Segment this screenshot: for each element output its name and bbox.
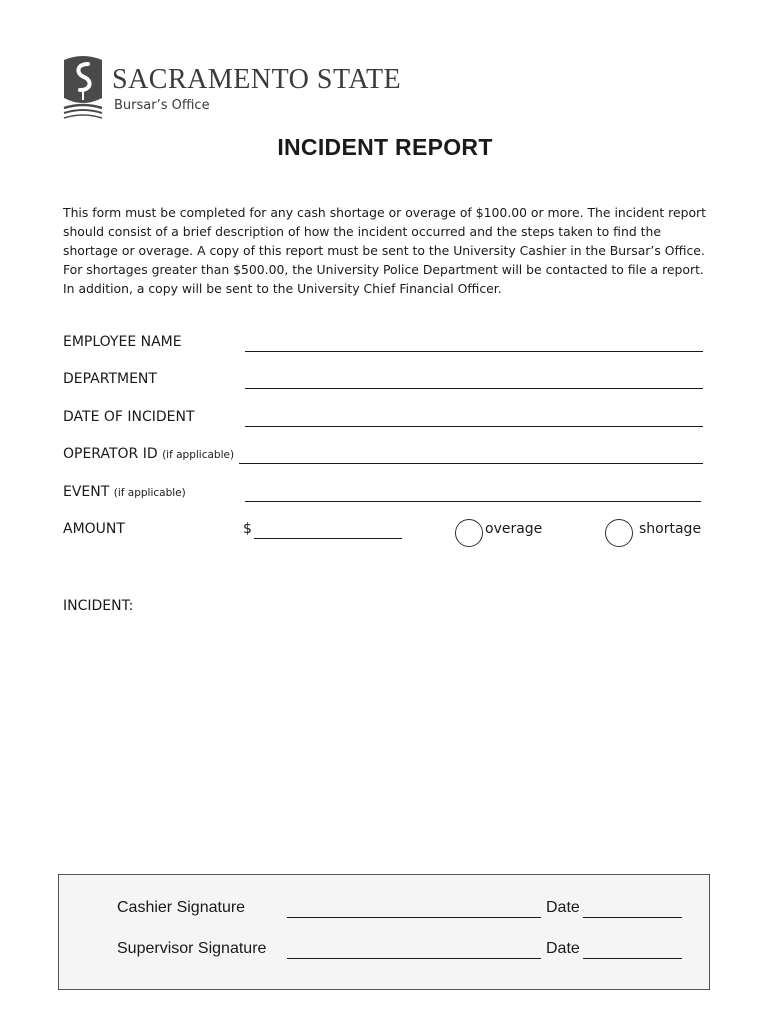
department-field[interactable]	[245, 388, 703, 389]
amount-dollar-sign: $	[243, 521, 252, 537]
incident-description-area[interactable]	[63, 622, 703, 862]
logo	[60, 52, 400, 122]
overage-label: overage	[485, 521, 543, 537]
logo-title: SACRAMENTO STATE	[112, 64, 402, 95]
logo-subtitle: Bursar’s Office	[114, 98, 210, 113]
supervisor-date-field[interactable]	[583, 958, 682, 959]
signature-box	[58, 874, 710, 990]
incident-label: INCIDENT:	[63, 598, 134, 614]
operator-id-label	[63, 446, 234, 462]
overage-radio[interactable]	[455, 519, 483, 547]
shortage-label: shortage	[639, 521, 702, 537]
event-note: (if applicable)	[113, 487, 186, 499]
cashier-date-label: Date	[546, 899, 580, 916]
amount-row	[63, 521, 703, 545]
supervisor-signature-label: Supervisor Signature	[117, 940, 267, 957]
sac-state-logo-icon	[60, 52, 106, 122]
event-label	[63, 484, 186, 500]
amount-field[interactable]	[254, 538, 402, 539]
operator-id-row	[63, 446, 703, 470]
cashier-signature-field[interactable]	[287, 917, 541, 918]
employee-name-row	[63, 334, 703, 358]
intro-line: should consist of a brief description of how the incident occurred and the steps taken to find the	[63, 224, 661, 239]
intro-line: In addition, a copy will be sent to the University Chief Financial Officer.	[63, 281, 502, 296]
intro-line: shortage or overage. A copy of this report must be sent to the University Cashier in the Bursar’s Office.	[63, 243, 705, 258]
operator-id-label-text: OPERATOR ID	[63, 446, 158, 462]
cashier-signature-label: Cashier Signature	[117, 899, 246, 916]
supervisor-date-label: Date	[546, 940, 580, 957]
date-of-incident-row	[63, 409, 703, 433]
shortage-radio[interactable]	[605, 519, 633, 547]
department-row	[63, 371, 703, 395]
employee-name-field[interactable]	[245, 351, 703, 352]
intro-line: For shortages greater than $500.00, the University Police Department will be contacted to file a report.	[63, 262, 704, 277]
intro-line: This form must be completed for any cash shortage or overage of $100.00 or more. The incident report	[63, 205, 706, 220]
event-field[interactable]	[245, 501, 701, 502]
cashier-date-field[interactable]	[583, 917, 682, 918]
intro-paragraph	[63, 203, 713, 298]
operator-id-field[interactable]	[239, 463, 703, 464]
date-of-incident-label: DATE OF INCIDENT	[63, 409, 195, 425]
event-label-text: EVENT	[63, 484, 110, 500]
employee-name-label: EMPLOYEE NAME	[63, 334, 182, 350]
supervisor-signature-field[interactable]	[287, 958, 541, 959]
event-row	[63, 484, 703, 508]
operator-id-note: (if applicable)	[162, 449, 235, 461]
page-title: INCIDENT REPORT	[277, 134, 493, 160]
amount-label: AMOUNT	[63, 521, 125, 537]
date-of-incident-field[interactable]	[245, 426, 703, 427]
department-label: DEPARTMENT	[63, 371, 157, 387]
